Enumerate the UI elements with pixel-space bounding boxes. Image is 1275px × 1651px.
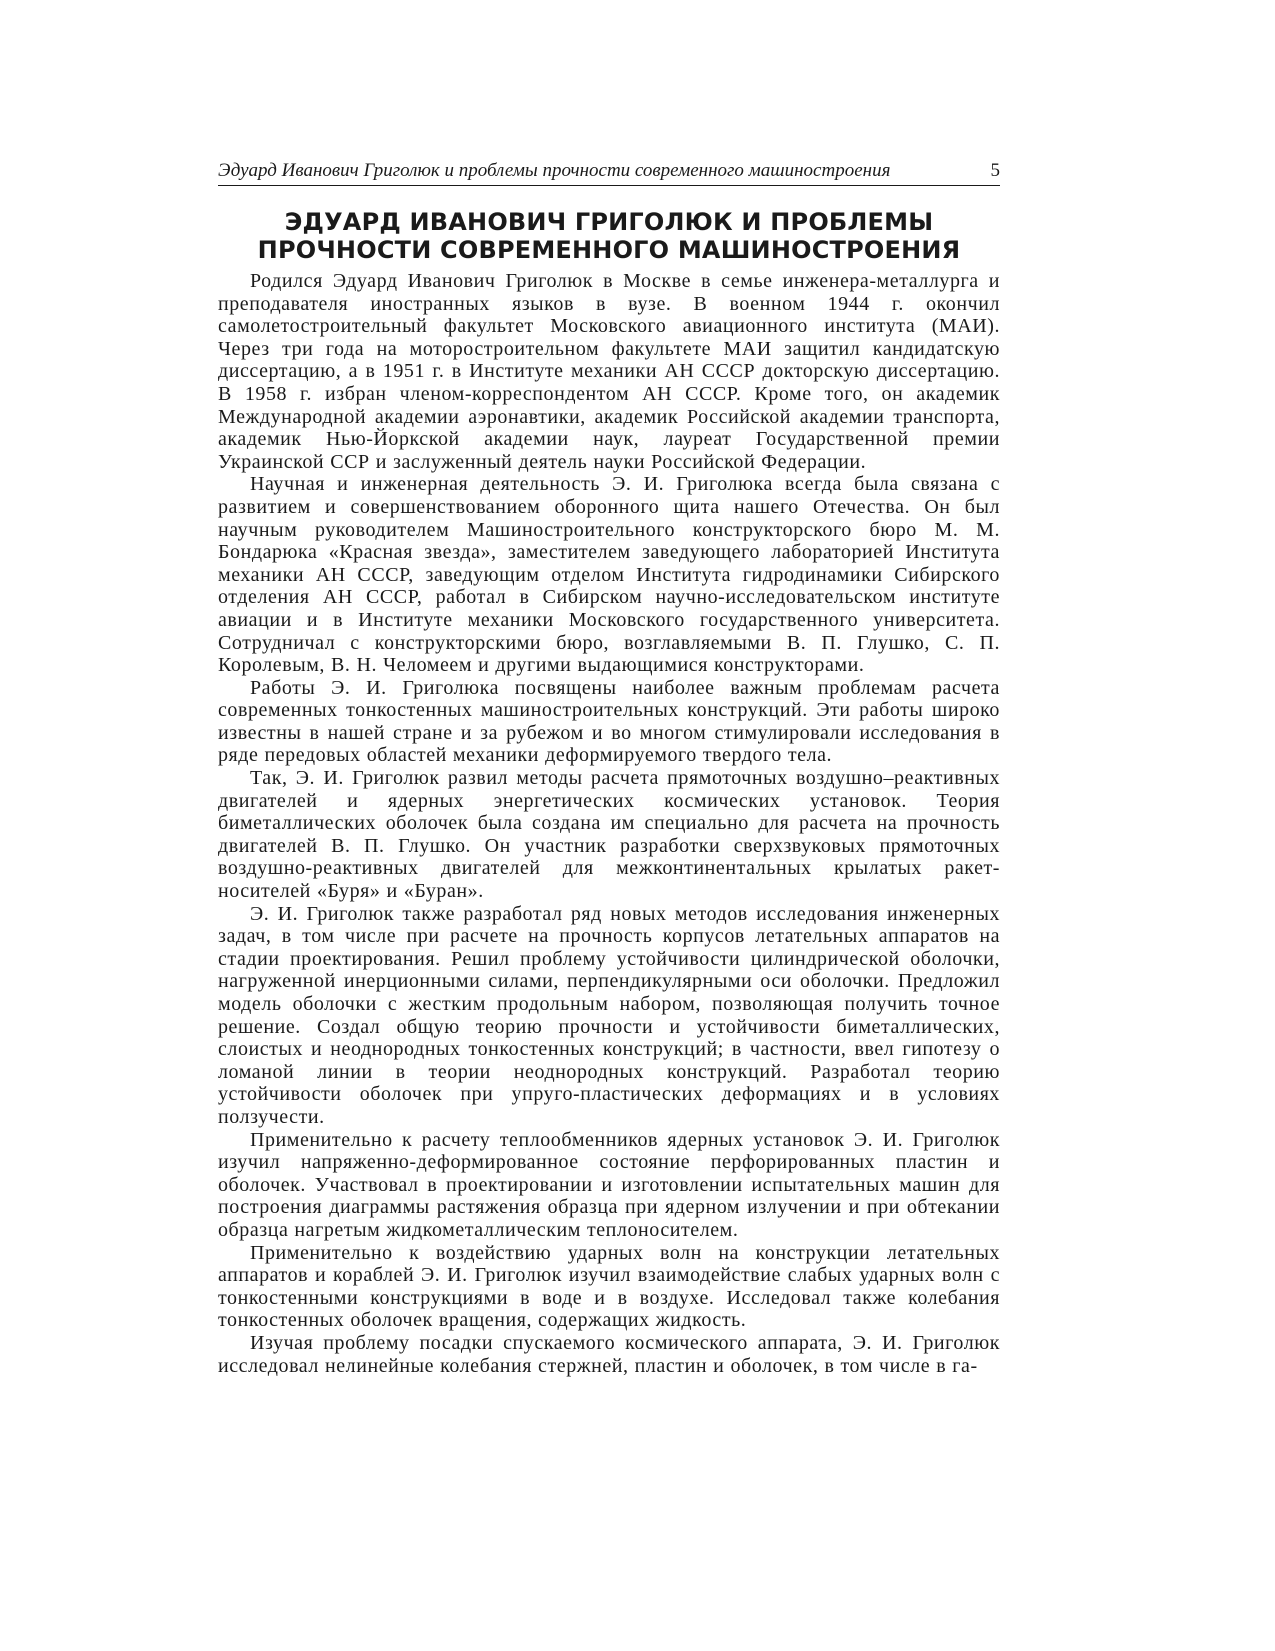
running-header-title: Эдуард Иванович Григолюк и проблемы прочности современного машиностроения	[218, 160, 891, 181]
running-header	[218, 160, 1000, 186]
paragraph: Родился Эдуард Иванович Григолюк в Москве в семье инженера-металлурга и преподавателя иностранных языков в вузе. В военном 1944 г. окончил самолетостроительный факультет Московского авиационного института (МАИ). Через три года на моторостроительном факультете МАИ защитил кандидатскую диссертацию, а в 1951 г. в Институте механики АН СССР докторскую диссертацию. В 1958 г. избран членом-корреспондентом АН СССР. Кроме того, он академик Международной академии аэронавтики, академик Российской академии транспорта, академик Нью-Йоркской академии наук, лауреат Государственной премии Украинской ССР и заслуженный деятель науки Российской Федерации.	[218, 270, 1000, 473]
page-number: 5	[990, 160, 1000, 181]
paragraph: Изучая проблему посадки спускаемого космического аппарата, Э. И. Григолюк исследовал нелинейные колебания стержней, пластин и оболочек, в том числе в га-	[218, 1331, 1000, 1377]
book-page	[218, 160, 1000, 1377]
paragraph: Так, Э. И. Григолюк развил методы расчета прямоточных воздушно–реактивных двигателей и ядерных энергетических космических установок. Теория биметаллических оболочек была создана им специально для расчета на прочность двигателей В. П. Глушко. Он участник разработки сверхзвуковых прямоточных воздушно-реактивных двигателей для межконтинентальных крылатых ракет-носителей «Буря» и «Буран».	[218, 767, 1000, 903]
paragraph: Применительно к воздействию ударных волн на конструкции летательных аппаратов и кораблей Э. И. Григолюк изучил взаимодействие слабых ударных волн с тонкостенными конструкциями в воде и в воздухе. Исследовал также колебания тонкостенных оболочек вращения, содержащих жидкость.	[218, 1241, 1000, 1332]
article-body	[218, 270, 1000, 1377]
article-title-line-2: ПРОЧНОСТИ СОВРЕМЕННОГО МАШИНОСТРОЕНИЯ	[257, 236, 961, 264]
paragraph: Научная и инженерная деятельность Э. И. Григолюка всегда была связана с развитием и совершенствованием оборонного щита нашего Отечества. Он был научным руководителем Машиностроительного конструкторского бюро М. М. Бондарюка «Красная звезда», заместителем заведующего лабораторией Института механики АН СССР, заведующим отделом Института гидродинамики Сибирского отделения АН СССР, работал в Сибирском научно-исследовательском институте авиации и в Институте механики Московского государственного университета. Сотрудничал с конструкторскими бюро, возглавляемыми В. П. Глушко, С. П. Королевым, В. Н. Челомеем и другими выдающимися конструкторами.	[218, 473, 1000, 677]
paragraph: Работы Э. И. Григолюка посвящены наиболее важным проблемам расчета современных тонкостенных машиностроительных конструкций. Эти работы широко известны в нашей стране и за рубежом и во многом стимулировали исследования в ряде передовых областей механики деформируемого твердого тела.	[218, 676, 1000, 767]
paragraph: Применительно к расчету теплообменников ядерных установок Э. И. Григолюк изучил напряженно-деформированное состояние перфорированных пластин и оболочек. Участвовал в проектировании и изготовлении испытательных машин для построения диаграммы растяжения образца при ядерном излучении и при обтекании образца нагретым жидкометаллическим теплоносителем.	[218, 1128, 1000, 1241]
article-title-line-1: ЭДУАРД ИВАНОВИЧ ГРИГОЛЮК И ПРОБЛЕМЫ	[284, 208, 934, 236]
paragraph: Э. И. Григолюк также разработал ряд новых методов исследования инженерных задач, в том числе при расчете на прочность корпусов летательных аппаратов на стадии проектирования. Решил проблему устойчивости цилиндрической оболочки, нагруженной инерционными силами, перпендикулярными оси оболочки. Предложил модель оболочки с жестким продольным набором, позволяющая получить точное решение. Создал общую теорию прочности и устойчивости биметаллических, слоистых и неоднородных тонкостенных конструкций; в частности, ввел гипотезу о ломаной линии в теории неоднородных конструкций. Разработал теорию устойчивости оболочек при упруго-пластических деформациях и в условиях ползучести.	[218, 902, 1000, 1128]
article-title	[218, 208, 1000, 264]
